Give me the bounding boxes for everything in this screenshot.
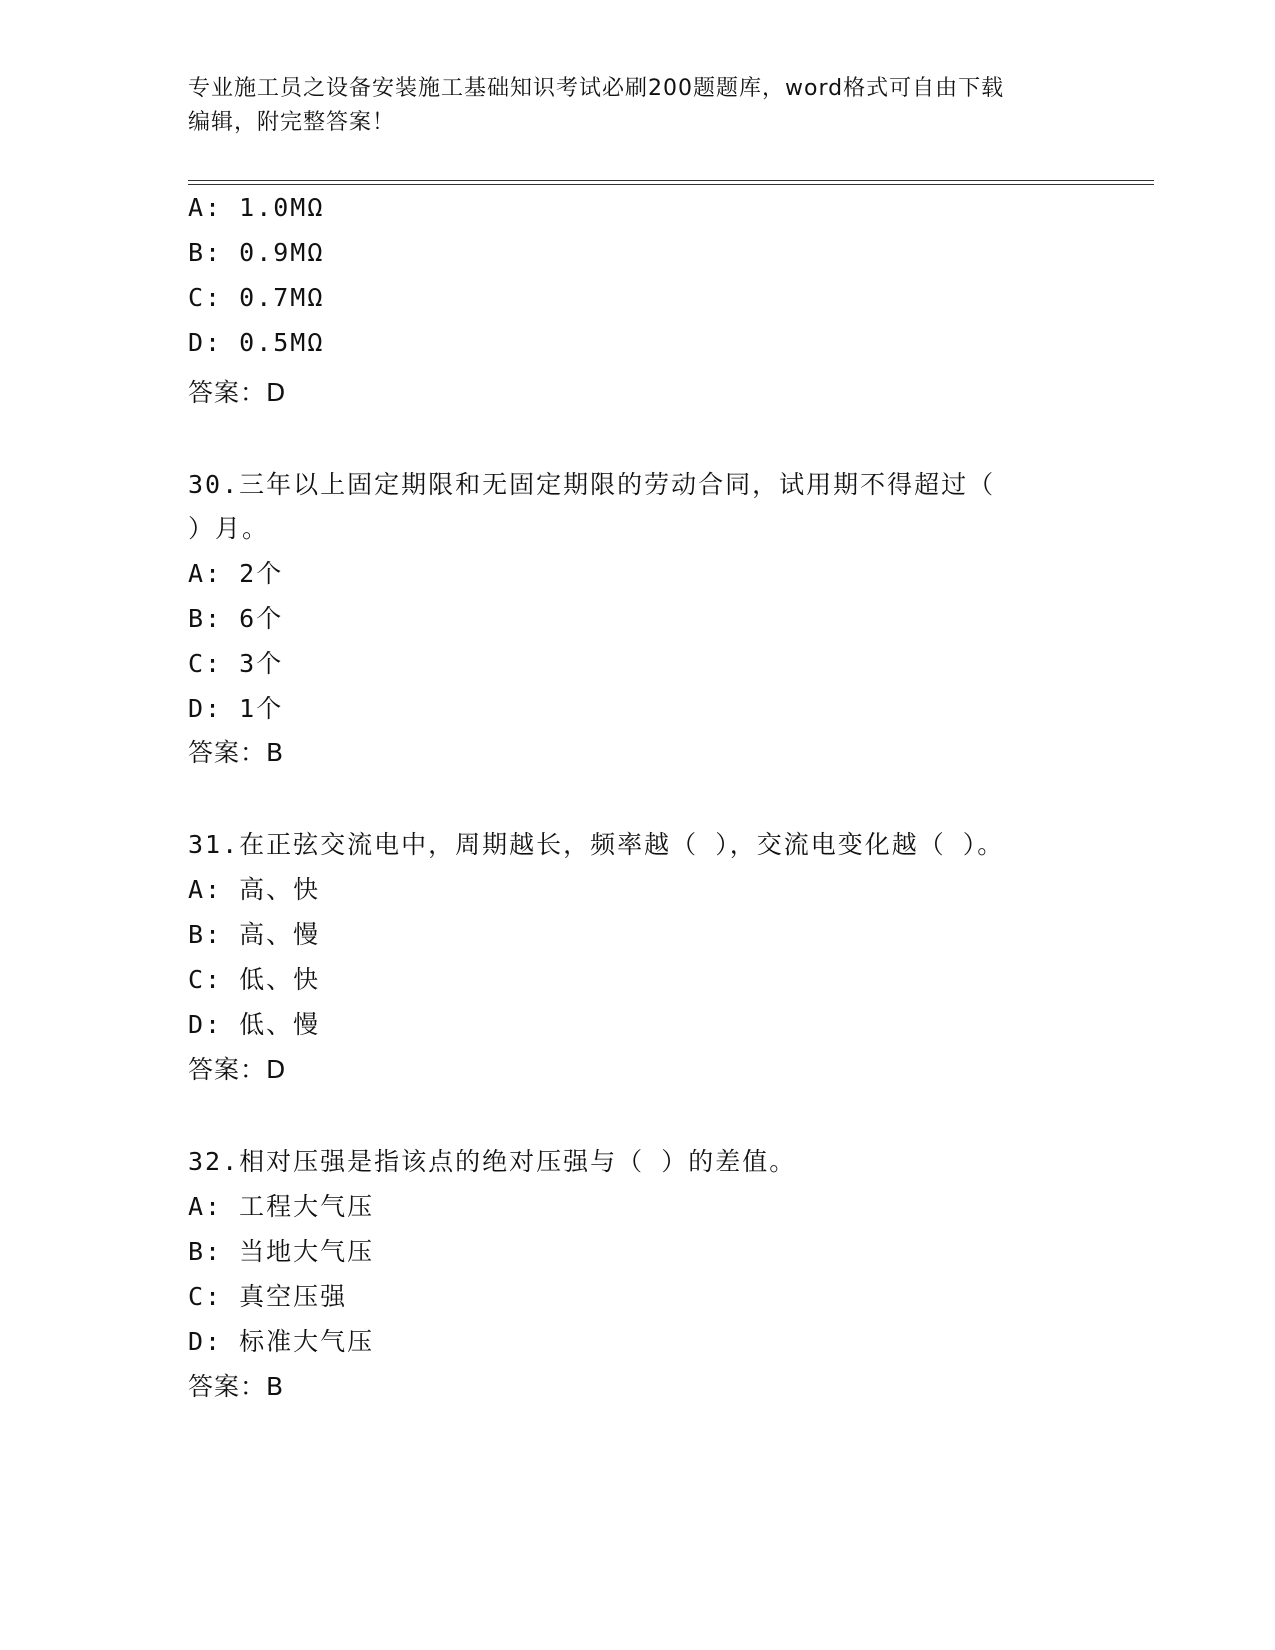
header-divider-top: [188, 180, 1154, 181]
q32-answer: 答案：B: [188, 1372, 285, 1401]
q31-answer: 答案：D: [188, 1055, 287, 1084]
q29-option-a: A: 1.0MΩ: [188, 193, 325, 222]
q31-option-c: C: 低、快: [188, 965, 321, 994]
q31-option-d: D: 低、慢: [188, 1010, 321, 1039]
q29-option-c: C: 0.7MΩ: [188, 283, 325, 312]
q30-option-a: A: 2个: [188, 559, 284, 588]
q31-option-a: A: 高、快: [188, 875, 321, 904]
q29-answer: 答案：D: [188, 378, 287, 407]
q30-option-d: D: 1个: [188, 694, 284, 723]
q32-option-d: D: 标准大气压: [188, 1327, 375, 1356]
q32-option-a: A: 工程大气压: [188, 1192, 375, 1221]
header-line-2: 编辑，附完整答案！: [188, 110, 396, 135]
q32-option-c: C: 真空压强: [188, 1282, 348, 1311]
q29-option-b: B: 0.9MΩ: [188, 238, 325, 267]
document-header: [188, 72, 1068, 140]
q30-answer: 答案：B: [188, 738, 285, 767]
q30-option-b: B: 6个: [188, 604, 284, 633]
header-line-1: 专业施工员之设备安装施工基础知识考试必刷200题题库，word格式可自由下载: [188, 76, 1005, 101]
q30-option-c: C: 3个: [188, 649, 284, 678]
header-divider-bottom: [188, 184, 1154, 185]
q31-stem: 31.在正弦交流电中，周期越长，频率越（ ），交流电变化越（ ）。: [188, 830, 1005, 859]
q30-stem-line-1: 30.三年以上固定期限和无固定期限的劳动合同，试用期不得超过（: [188, 470, 996, 499]
q29-option-d: D: 0.5MΩ: [188, 328, 325, 357]
q30-stem-line-2: ）月。: [188, 514, 270, 543]
q31-option-b: B: 高、慢: [188, 920, 321, 949]
q32-stem: 32.相对压强是指该点的绝对压强与（ ）的差值。: [188, 1147, 797, 1176]
q32-option-b: B: 当地大气压: [188, 1237, 375, 1266]
